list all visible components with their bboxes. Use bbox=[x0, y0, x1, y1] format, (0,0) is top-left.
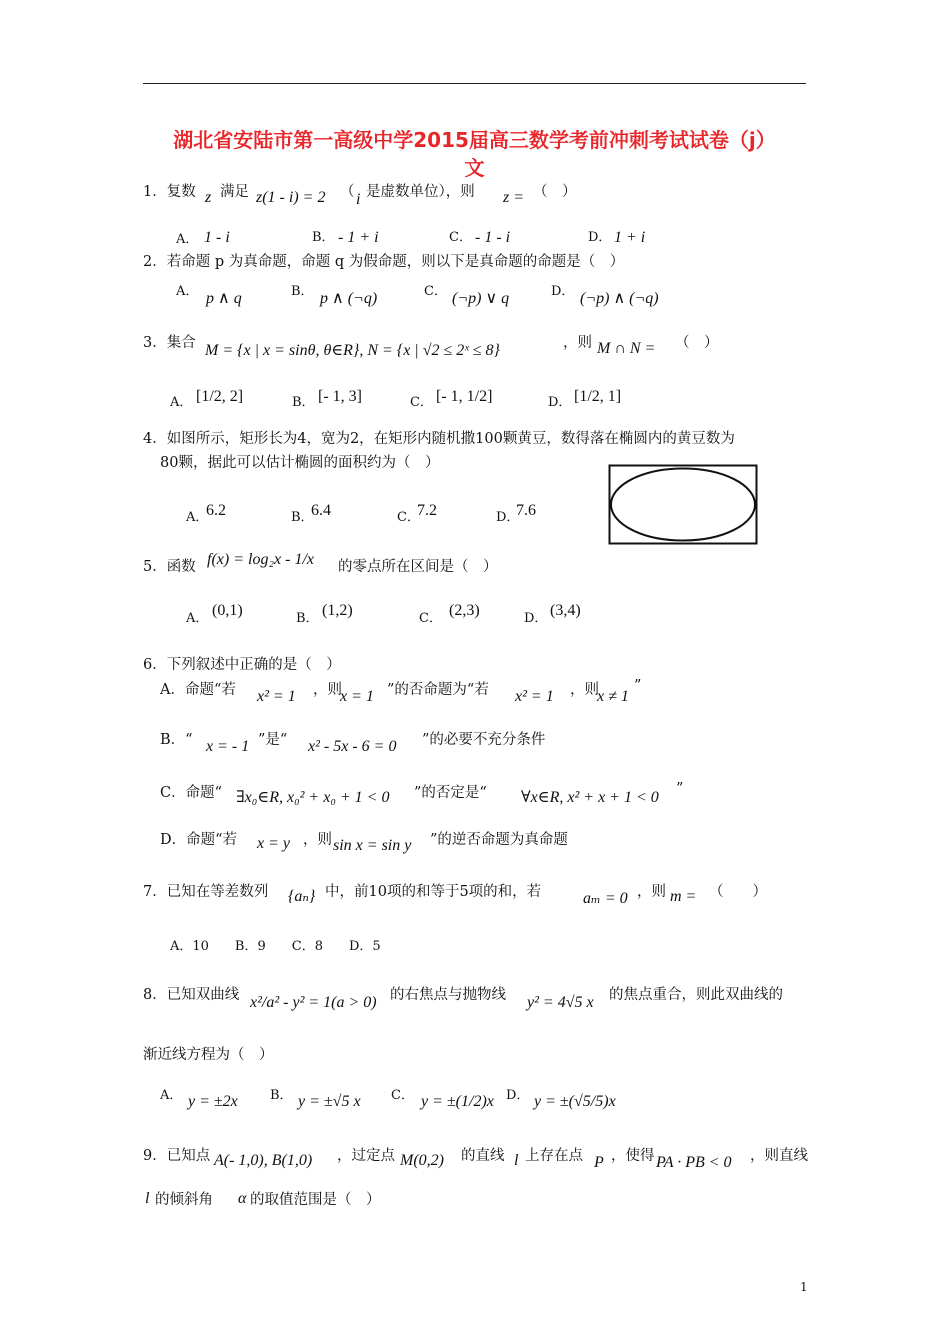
q6a-t5: ” bbox=[634, 678, 642, 694]
q3-stem-a: 3．集合 bbox=[143, 335, 196, 351]
q6a-m2: x = 1 bbox=[340, 688, 374, 705]
q9-points-ab: A(- 1,0), B(1,0) bbox=[214, 1152, 313, 1169]
q8-stem-c: 的焦点重合，则此双曲线的 bbox=[609, 987, 783, 1003]
q8-stem-b: 的右焦点与抛物线 bbox=[390, 987, 506, 1003]
rectangle-ellipse-figure bbox=[608, 464, 760, 546]
q3-opt-b-value: [- 1, 3] bbox=[318, 388, 362, 405]
q2-opt-b-value: p ∧ (¬q) bbox=[320, 290, 378, 307]
q8-hyperbola: x²/a² - y² = 1(a > 0) bbox=[250, 994, 377, 1011]
q6c-t2: ”的否定是“ bbox=[414, 785, 487, 801]
q6b-t1: B．“ bbox=[160, 732, 193, 748]
q8-opt-a-value: y = ±2x bbox=[188, 1093, 238, 1110]
q3-sets: M = {x | x = sinθ, θ∈R}, N = {x | √2 ≤ 2ˣ ≤ 8} bbox=[205, 342, 500, 359]
q6b-t2: ”是“ bbox=[258, 732, 288, 748]
q6c-t3: ” bbox=[676, 781, 684, 797]
q6c-m2: ∀x∈R, x² + x + 1 < 0 bbox=[521, 789, 659, 806]
q4-stem-line2: 80颗，据此可以估计椭圆的面积约为（ ） bbox=[160, 455, 440, 471]
q9-line-l-2: l bbox=[145, 1190, 150, 1207]
q6a-m3: x² = 1 bbox=[515, 688, 554, 705]
q9-stem-d: 上存在点 bbox=[525, 1148, 583, 1164]
q5-opt-d-value: (3,4) bbox=[550, 602, 581, 619]
q8-parabola: y² = 4√5 x bbox=[527, 994, 594, 1011]
q1-opt-a-value: 1 - i bbox=[204, 229, 230, 246]
q6c-m1: ∃x₀∈R, x₀² + x₀ + 1 < 0 bbox=[236, 789, 390, 806]
q4-opt-b-value: 6.4 bbox=[311, 502, 331, 519]
q3-opt-c-label: C． bbox=[410, 395, 433, 410]
q9-point-m: M(0,2) bbox=[400, 1152, 444, 1169]
q3-opt-c-value: [- 1, 1/2] bbox=[436, 388, 493, 405]
q1-opt-c-label: C． bbox=[449, 230, 472, 245]
q2-opt-a-label: A． bbox=[176, 284, 199, 299]
q7-condition: aₘ = 0 bbox=[583, 890, 628, 907]
q4-stem-line1: 4．如图所示，矩形长为4，宽为2，在矩形内随机撒100颗黄豆，数得落在椭圆内的黄豆数为 bbox=[143, 431, 735, 447]
q8-opt-d-value: y = ±(√5/5)x bbox=[534, 1093, 616, 1110]
q1-opt-a-label: A． bbox=[176, 232, 199, 247]
exam-title-suffix: 文 bbox=[464, 156, 485, 180]
q1-equation: z(1 - i) = 2 bbox=[256, 189, 326, 206]
q6a-m1: x² = 1 bbox=[257, 688, 296, 705]
q5-function: f(x) = log₂x - 1/x bbox=[207, 551, 314, 568]
q7-options: A．10 B．9 C．8 D．5 bbox=[170, 939, 381, 954]
q1-opt-d-label: D． bbox=[588, 230, 612, 245]
q1-stem-c: 是虚数单位），则 bbox=[366, 184, 475, 200]
q8-stem-line2: 渐近线方程为（ ） bbox=[143, 1047, 274, 1063]
q3-ask: M ∩ N = bbox=[597, 340, 656, 357]
q3-opt-a-value: [1/2, 2] bbox=[196, 388, 244, 405]
q1-opt-d-value: 1 + i bbox=[614, 229, 646, 246]
q5-opt-c-value: (2,3) bbox=[449, 602, 480, 619]
q9-point-p: P bbox=[594, 1154, 604, 1171]
q5-opt-b-label: B． bbox=[296, 611, 319, 626]
q9-line-l: l bbox=[514, 1152, 519, 1169]
q1-opt-b-value: - 1 + i bbox=[338, 229, 379, 246]
q6d-t1: D．命题“若 bbox=[160, 832, 238, 848]
q6a-t1: A．命题“若 bbox=[160, 682, 236, 698]
q6c-t1: C．命题“ bbox=[160, 785, 223, 801]
q5-stem-a: 5．函数 bbox=[143, 559, 196, 575]
q3-opt-d-value: [1/2, 1] bbox=[574, 388, 622, 405]
q5-opt-a-label: A． bbox=[186, 611, 209, 626]
q2-opt-d-label: D． bbox=[551, 284, 575, 299]
q7-stem-b: 中，前10项的和等于5项的和，若 bbox=[325, 884, 542, 900]
q8-opt-c-value: y = ±(1/2)x bbox=[421, 1093, 494, 1110]
q1-stem-b: 满足 bbox=[220, 184, 249, 200]
q8-opt-b-label: B． bbox=[270, 1088, 293, 1103]
q7-sequence: {aₙ} bbox=[288, 888, 316, 905]
q7-stem-a: 7．已知在等差数列 bbox=[143, 884, 269, 900]
q1-opt-b-label: B． bbox=[312, 230, 335, 245]
q7-ask: m = bbox=[670, 888, 697, 905]
q9-alpha: α bbox=[238, 1190, 247, 1207]
q2-opt-c-value: (¬p) ∨ q bbox=[452, 290, 510, 307]
q4-opt-b-label: B． bbox=[291, 510, 314, 525]
q8-opt-b-value: y = ±√5 x bbox=[298, 1093, 361, 1110]
q9-stem-c: 的直线 bbox=[461, 1148, 505, 1164]
q8-opt-d-label: D． bbox=[506, 1088, 530, 1103]
q1-paren-open: （ bbox=[340, 184, 355, 200]
q9-stem-e: ，使得 bbox=[611, 1148, 655, 1164]
q6a-t2: ，则 bbox=[313, 682, 342, 698]
q4-opt-c-label: C． bbox=[397, 510, 420, 525]
q1-blank: （ ） bbox=[533, 184, 577, 200]
q1-stem-a: 1．复数 bbox=[143, 184, 196, 200]
q9-stem-b: ，过定点 bbox=[337, 1148, 395, 1164]
q1-var-z: z bbox=[205, 189, 212, 206]
q6d-t3: ”的逆否命题为真命题 bbox=[430, 832, 568, 848]
q4-opt-c-value: 7.2 bbox=[417, 502, 437, 519]
q1-var-i: i bbox=[356, 191, 361, 208]
q6d-m2: sin x = sin y bbox=[333, 837, 412, 854]
q3-opt-a-label: A． bbox=[170, 395, 193, 410]
q9-stem-l2b: 的倾斜角 bbox=[155, 1192, 213, 1208]
q2-opt-c-label: C． bbox=[424, 284, 447, 299]
q6d-t2: ，则 bbox=[303, 832, 332, 848]
q6b-m1: x = - 1 bbox=[206, 738, 250, 755]
q5-stem-b: 的零点所在区间是（ ） bbox=[338, 559, 498, 575]
q6b-t3: ”的必要不充分条件 bbox=[422, 732, 546, 748]
q5-opt-d-label: D． bbox=[524, 611, 548, 626]
q9-stem-a: 9．已知点 bbox=[143, 1148, 211, 1164]
q2-opt-a-value: p ∧ q bbox=[206, 290, 242, 307]
q1-ask: z = bbox=[503, 189, 525, 206]
q5-opt-c-label: C． bbox=[419, 611, 442, 626]
q3-opt-d-label: D． bbox=[548, 395, 572, 410]
q4-opt-d-value: 7.6 bbox=[516, 502, 536, 519]
q3-opt-b-label: B． bbox=[292, 395, 315, 410]
q6a-m4: x ≠ 1 bbox=[597, 688, 629, 705]
q5-opt-a-value: (0,1) bbox=[212, 602, 243, 619]
q2-stem: 2．若命题 p 为真命题，命题 q 为假命题，则以下是真命题的命题是（ ） bbox=[143, 254, 625, 270]
q6-stem: 6．下列叙述中正确的是（ ） bbox=[143, 657, 341, 673]
q7-blank: （ ） bbox=[709, 884, 767, 900]
q4-opt-a-label: A． bbox=[186, 510, 209, 525]
exam-title: 湖北省安陆市第一高级中学2015届高三数学考前冲刺考试试卷（j） bbox=[173, 128, 776, 152]
page-number: 1 bbox=[800, 1280, 808, 1294]
q2-opt-b-label: B． bbox=[291, 284, 314, 299]
q3-stem-b: ，则 bbox=[563, 335, 592, 351]
header-rule bbox=[143, 83, 806, 84]
q3-blank: （ ） bbox=[675, 335, 719, 351]
q9-stem-l2c: 的取值范围是（ ） bbox=[250, 1192, 381, 1208]
q4-opt-a-value: 6.2 bbox=[206, 502, 226, 519]
ellipse-shape bbox=[611, 469, 755, 541]
rectangle-shape bbox=[610, 466, 757, 544]
q5-opt-b-value: (1,2) bbox=[322, 602, 353, 619]
q1-opt-c-value: - 1 - i bbox=[475, 229, 511, 246]
q2-opt-d-value: (¬p) ∧ (¬q) bbox=[580, 290, 659, 307]
q6a-t3: ”的否命题为“若 bbox=[387, 682, 489, 698]
q6a-t4: ，则 bbox=[570, 682, 599, 698]
q4-opt-d-label: D． bbox=[496, 510, 520, 525]
q8-opt-c-label: C． bbox=[391, 1088, 414, 1103]
q8-stem-a: 8．已知双曲线 bbox=[143, 987, 240, 1003]
q7-stem-c: ，则 bbox=[637, 884, 666, 900]
q8-opt-a-label: A． bbox=[160, 1088, 183, 1103]
q9-stem-f: ，则直线 bbox=[750, 1148, 808, 1164]
q6d-m1: x = y bbox=[257, 835, 290, 852]
q6b-m2: x² - 5x - 6 = 0 bbox=[308, 738, 397, 755]
q9-condition: PA · PB < 0 bbox=[656, 1154, 732, 1171]
